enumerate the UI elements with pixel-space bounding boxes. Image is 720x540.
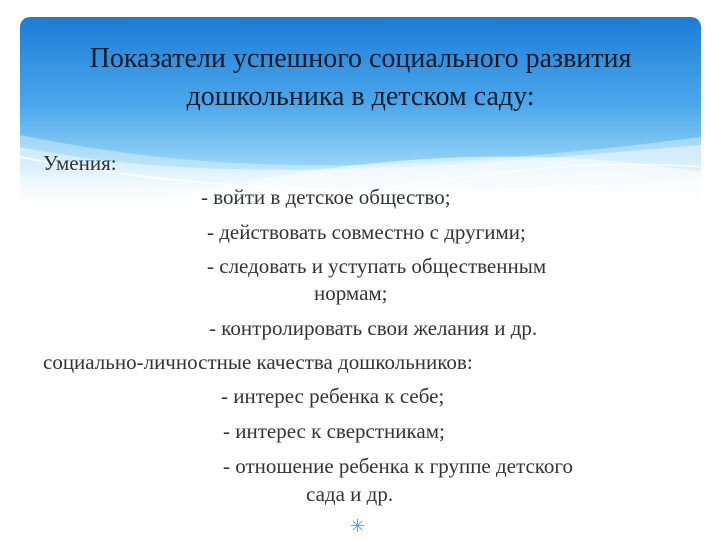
list-item: - интерес к сверстникам; [223, 419, 445, 443]
list-item: - войти в детское общество; [201, 185, 451, 209]
title-line-2: дошкольника в детском саду: [186, 81, 535, 112]
list-item: - действовать совместно с другими; [207, 220, 526, 244]
list-item: - контролировать свои желания и др. [209, 316, 538, 340]
list-item-continuation: нормам; [314, 281, 388, 305]
list-item: - интерес ребенка к себе; [221, 384, 445, 408]
title-line-1: Показатели успешного социального развития [89, 43, 632, 74]
star-icon: ✳ [350, 516, 366, 536]
skills-heading: Умения: [43, 151, 117, 175]
list-item: - следовать и уступать общественным [207, 254, 547, 278]
list-item: - отношение ребенка к группе детского [223, 454, 573, 478]
qualities-heading: социально-личностные качества дошкольников: [43, 350, 473, 374]
list-item-continuation: сада и др. [306, 482, 394, 506]
